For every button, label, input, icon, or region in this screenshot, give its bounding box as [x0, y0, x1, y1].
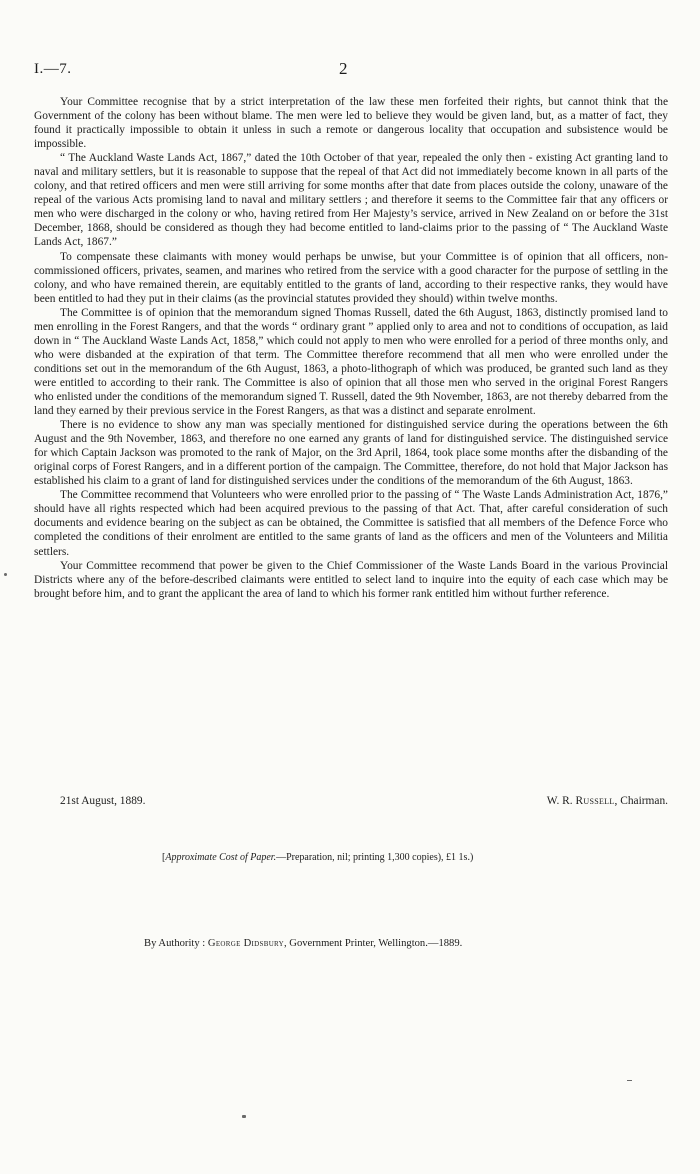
- signoff-line: [34, 794, 668, 810]
- chairman-initials: W. R.: [546, 795, 576, 807]
- cost-of-paper-note: [Approximate Cost of Paper.—Preparation, nil; printing 1,300 copies), £1 1s.): [162, 852, 474, 863]
- chairman-signature: [547, 794, 668, 808]
- paragraph: “ The Auckland Waste Lands Act, 1867,” dated the 10th October of that year, repealed the only then - existing Act granting land to naval and military settlers, but it is reasonable to suppose that the repeal of that Act did not immediately become known in all parts of the colony, and that retired officers and men were still arriving for some months after that date from places outside the colony, unaware of the repeal of the various Acts promising land to naval and military settlers ; and therefore it seems to the Committee fair that any officers or men who were discharged in the colony or who, having retired from Her Majesty’s service, arrived in New Zealand on or before the 31st December, 1868, should be considered as though they had become entitled to land-claims prior to the passing of “ The Auckland Waste Lands Act, 1867.”: [34, 152, 668, 249]
- report-date: 21st August, 1889.: [60, 795, 146, 807]
- chairman-title: , Chairman.: [614, 795, 668, 807]
- paragraph: There is no evidence to show any man was specially mentioned for distinguished service during the operations between the 6th August and the 9th November, 1863, and therefore no one earned any grants of land for distinguished service. The distinguished service for which Captain Jackson was promoted to the rank of Major, on the 3rd April, 1864, took place some months after the disbanding of the original corps of Forest Rangers, and in a different portion of the campaign. The Committee, therefore, do not hold that Major Jackson has established his claim to a grant of land for distinguished services under the conditions of the memorandum of the 6th August, 1863.: [34, 419, 668, 488]
- report-body: [34, 95, 668, 601]
- paragraph: To compensate these claimants with money would perhaps be unwise, but your Committee is of opinion that all officers, non-commissioned officers, privates, seamen, and marines who retired from the service with a good character for the purpose of settling in the colony, and who have remained therein, are equitably entitled to the grants of land, according to their respective ranks, they would have been entitled to had they put in their claims (as the provincial statutes provided they should) within twelve months.: [34, 250, 668, 305]
- paragraph: Your Committee recognise that by a strict interpretation of the law these men forfeited their rights, but cannot think that the Government of the colony has been without blame. The men were led to believe they would be given land, but, as a matter of fact, they found it practically impossible to obtain it unless in such a remote or dangerous locality that occupation and subsistence would be impossible.: [34, 96, 668, 151]
- page-header: [0, 61, 700, 83]
- imprint-prefix: By Authority :: [144, 938, 208, 949]
- printer-imprint: [144, 937, 644, 950]
- scan-mark: [627, 1080, 632, 1081]
- page-number: 2: [339, 59, 348, 78]
- imprint-suffix: , Government Printer, Wellington.—1889.: [284, 938, 463, 949]
- chairman-surname: Russell: [575, 795, 615, 807]
- margin-speck: [4, 573, 7, 576]
- paragraph: Your Committee recommend that power be given to the Chief Commissioner of the Waste Lands Board in the various Provincial Districts where any of the before-described claimants were entitled to select land to inquire into the equity of each case which may be brought before him, and to grant the applicant the area of land to which his former rank entitled him without further reference.: [34, 559, 668, 600]
- cost-detail: —Preparation, nil; printing 1,300 copies), £1 1s.): [276, 852, 474, 863]
- printer-name: George Didsbury: [207, 938, 284, 949]
- paper-reference: I.—7.: [34, 61, 72, 77]
- scan-mark: [242, 1115, 246, 1118]
- paragraph: The Committee is of opinion that the memorandum signed Thomas Russell, dated the 6th August, 1863, distinctly promised land to men enrolling in the Forest Rangers, and that the words “ ordinary grant ” applied only to area and not to conditions of occupation, as laid down in “ The Auckland Waste Lands Act, 1858,” which could not apply to men who were enrolled for a period of three months only, and who were disbanded at the expiration of that term. The Committee therefore recommend that all men who were enrolled under the conditions set out in the memorandum of the 6th August, 1863, a photo-lithograph of which was produced, be granted such land as they were entitled to according to their rank. The Committee is also of opinion that all those men who served in the original Forest Rangers who enlisted under the conditions of the memorandum signed T. Russell, dated the 9th November, 1863, are not thereby debarred from the land they earned by their previous service in the Forest Rangers, as that was a distinct and separate enrolment.: [34, 306, 668, 418]
- paragraph: The Committee recommend that Volunteers who were enrolled prior to the passing of “ The Waste Lands Administration Act, 1876,” should have all rights respected which had been acquired previous to the passing of that Act. That, after careful consideration of such documents and evidence bearing on the subject as can be obtained, the Committee is satisfied that all members of the Defence Force who completed the conditions of their enrolment are entitled to the same grants of land as the officers and men of the Volunteers and Militia settlers.: [34, 489, 668, 558]
- cost-label: Approximate Cost of Paper.: [165, 852, 277, 863]
